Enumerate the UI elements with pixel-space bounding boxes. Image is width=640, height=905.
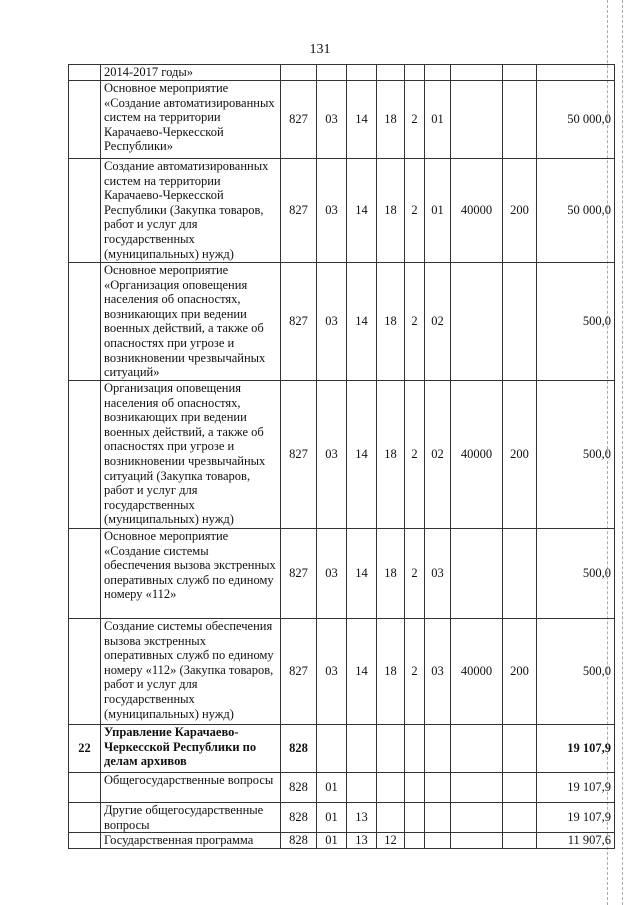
page-number: 131: [309, 42, 331, 57]
program-code: 18: [377, 529, 405, 619]
ministry-code: 827: [281, 619, 317, 725]
table-row: [69, 65, 615, 81]
row-number: [69, 381, 101, 529]
amount: 500,0: [537, 263, 615, 381]
section-code: 03: [317, 619, 347, 725]
activity-code: [425, 833, 451, 849]
direction-code: 40000: [451, 381, 503, 529]
direction-code: [451, 81, 503, 159]
table-row: [69, 833, 615, 849]
row-number: [69, 159, 101, 263]
row-name: Общегосударственные вопросы: [101, 773, 281, 803]
expense-type-code: [503, 725, 537, 773]
ministry-code: 827: [281, 381, 317, 529]
ministry-code: 827: [281, 263, 317, 381]
row-name: Основное мероприятие «Создание автоматизированных систем на территории Карачаево-Черкесской Республики»: [101, 81, 281, 159]
table-row: [69, 773, 615, 803]
program-code: [377, 65, 405, 81]
row-number: [69, 773, 101, 803]
ministry-code: [281, 65, 317, 81]
row-number: [69, 833, 101, 849]
subsection-code: 14: [347, 381, 377, 529]
activity-code: 01: [425, 81, 451, 159]
direction-code: [451, 263, 503, 381]
activity-code: 03: [425, 619, 451, 725]
program-code: 18: [377, 159, 405, 263]
expense-type-code: [503, 803, 537, 833]
table-row: [69, 619, 615, 725]
subsection-code: [347, 725, 377, 773]
table-row: [69, 159, 615, 263]
expense-type-code: [503, 65, 537, 81]
ministry-code: 828: [281, 773, 317, 803]
expense-type-code: [503, 81, 537, 159]
row-name: Создание автоматизированных систем на территории Карачаево-Черкесской Республики (Закупка товаров, работ и услуг для государственных (муниципальных) нужд): [101, 159, 281, 263]
activity-code: 02: [425, 381, 451, 529]
budget-table: [68, 64, 615, 849]
section-code: [317, 725, 347, 773]
section-code: 03: [317, 381, 347, 529]
table-row: [69, 725, 615, 773]
direction-code: 40000: [451, 619, 503, 725]
activity-code: [425, 803, 451, 833]
subprogram-code: 2: [405, 619, 425, 725]
subsection-code: 14: [347, 619, 377, 725]
row-number: [69, 81, 101, 159]
section-code: 01: [317, 773, 347, 803]
row-number: 22: [69, 725, 101, 773]
ministry-code: 828: [281, 725, 317, 773]
table-row: [69, 381, 615, 529]
row-name: Управление Карачаево-Черкесской Республики по делам архивов: [101, 725, 281, 773]
row-name: Государственная программа: [101, 833, 281, 849]
amount: 500,0: [537, 619, 615, 725]
activity-code: [425, 65, 451, 81]
direction-code: [451, 773, 503, 803]
ministry-code: 828: [281, 833, 317, 849]
row-number: [69, 529, 101, 619]
subprogram-code: 2: [405, 381, 425, 529]
row-number: [69, 619, 101, 725]
subprogram-code: 2: [405, 159, 425, 263]
row-name: Создание системы обеспечения вызова экстренных оперативных служб по единому номеру «112» (Закупка товаров, работ и услуг для государственных (муниципальных) нужд): [101, 619, 281, 725]
activity-code: 02: [425, 263, 451, 381]
activity-code: 03: [425, 529, 451, 619]
amount: [537, 65, 615, 81]
amount: 19 107,9: [537, 803, 615, 833]
expense-type-code: 200: [503, 381, 537, 529]
row-name: 2014-2017 годы»: [101, 65, 281, 81]
section-code: 03: [317, 81, 347, 159]
subprogram-code: [405, 833, 425, 849]
program-code: [377, 803, 405, 833]
direction-code: [451, 65, 503, 81]
section-code: 01: [317, 803, 347, 833]
ministry-code: 827: [281, 81, 317, 159]
expense-type-code: [503, 773, 537, 803]
row-number: [69, 263, 101, 381]
row-name: Другие общегосударственные вопросы: [101, 803, 281, 833]
subprogram-code: [405, 803, 425, 833]
subprogram-code: 2: [405, 263, 425, 381]
expense-type-code: [503, 263, 537, 381]
table-row: [69, 529, 615, 619]
expense-type-code: 200: [503, 619, 537, 725]
program-code: 18: [377, 81, 405, 159]
subsection-code: [347, 773, 377, 803]
subprogram-code: 2: [405, 81, 425, 159]
direction-code: [451, 803, 503, 833]
ministry-code: 827: [281, 159, 317, 263]
subprogram-code: [405, 773, 425, 803]
subprogram-code: 2: [405, 529, 425, 619]
section-code: 03: [317, 263, 347, 381]
subsection-code: 13: [347, 803, 377, 833]
subprogram-code: [405, 725, 425, 773]
table-row: [69, 803, 615, 833]
table-row: [69, 81, 615, 159]
subsection-code: 14: [347, 529, 377, 619]
subsection-code: [347, 65, 377, 81]
section-code: [317, 65, 347, 81]
subsection-code: 14: [347, 159, 377, 263]
row-name: Основное мероприятие «Создание системы обеспечения вызова экстренных оперативных служб по единому номеру «112»: [101, 529, 281, 619]
subprogram-code: [405, 65, 425, 81]
row-name: Организация оповещения населения об опасностях, возникающих при ведении военных действий, а также об опасностях при угрозе и возникновении чрезвычайных ситуаций (Закупка товаров, работ и услуг для государственных (муниципальных) нужд): [101, 381, 281, 529]
row-number: [69, 65, 101, 81]
amount: 50 000,0: [537, 159, 615, 263]
direction-code: [451, 725, 503, 773]
program-code: 12: [377, 833, 405, 849]
amount: 19 107,9: [537, 773, 615, 803]
activity-code: [425, 725, 451, 773]
expense-type-code: [503, 529, 537, 619]
subsection-code: 13: [347, 833, 377, 849]
program-code: 18: [377, 619, 405, 725]
subsection-code: 14: [347, 81, 377, 159]
amount: 500,0: [537, 381, 615, 529]
section-code: 03: [317, 159, 347, 263]
amount: 19 107,9: [537, 725, 615, 773]
section-code: 03: [317, 529, 347, 619]
program-code: [377, 725, 405, 773]
scan-edge-line: [622, 0, 623, 905]
subsection-code: 14: [347, 263, 377, 381]
ministry-code: 827: [281, 529, 317, 619]
direction-code: [451, 833, 503, 849]
direction-code: [451, 529, 503, 619]
activity-code: [425, 773, 451, 803]
expense-type-code: 200: [503, 159, 537, 263]
row-name: Основное мероприятие «Организация оповещения населения об опасностях, возникающих при ведении военных действий, а также об опасностях при угрозе и возникновении чрезвычайных ситуаций»: [101, 263, 281, 381]
row-number: [69, 803, 101, 833]
ministry-code: 828: [281, 803, 317, 833]
section-code: 01: [317, 833, 347, 849]
activity-code: 01: [425, 159, 451, 263]
amount: 50 000,0: [537, 81, 615, 159]
program-code: [377, 773, 405, 803]
amount: 500,0: [537, 529, 615, 619]
program-code: 18: [377, 381, 405, 529]
direction-code: 40000: [451, 159, 503, 263]
table-row: [69, 263, 615, 381]
expense-type-code: [503, 833, 537, 849]
amount: 11 907,6: [537, 833, 615, 849]
program-code: 18: [377, 263, 405, 381]
